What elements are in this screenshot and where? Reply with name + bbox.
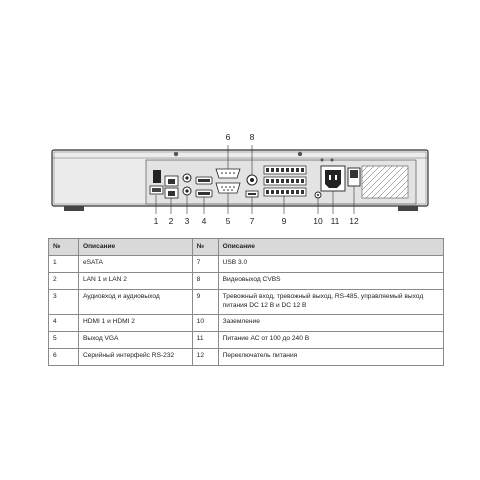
cell-no: 10 xyxy=(192,314,218,331)
header-desc-left: Описание xyxy=(78,239,192,256)
screw-icon xyxy=(174,152,178,156)
cell-desc: USB 3.0 xyxy=(218,256,443,273)
cell-no: 5 xyxy=(49,331,79,348)
cell-desc: eSATA xyxy=(78,256,192,273)
cell-desc: Тревожный вход, тревожный выход, RS-485, управляемый выход питания DC 12 В и DC 12 В xyxy=(218,290,443,315)
vga-port-icon xyxy=(216,183,240,193)
cell-desc: Выход VGA xyxy=(78,331,192,348)
cell-no: 9 xyxy=(192,290,218,315)
foot-right xyxy=(398,206,418,211)
cell-no: 11 xyxy=(192,331,218,348)
cell-no: 12 xyxy=(192,348,218,365)
cell-no: 6 xyxy=(49,348,79,365)
cell-no: 8 xyxy=(192,273,218,290)
callout-2: 2 xyxy=(168,216,174,226)
cell-desc: HDMI 1 и HDMI 2 xyxy=(78,314,192,331)
cell-desc: Питание АС от 100 до 240 В xyxy=(218,331,443,348)
header-no-left: № xyxy=(49,239,79,256)
callout-4: 4 xyxy=(201,216,207,226)
table-row xyxy=(49,256,444,273)
cell-desc: Переключатель питания xyxy=(218,348,443,365)
rs232-port-icon xyxy=(216,169,240,178)
callout-1: 1 xyxy=(153,216,159,226)
cell-desc: Серийный интерфейс RS-232 xyxy=(78,348,192,365)
cell-desc: Заземление xyxy=(218,314,443,331)
callout-9: 9 xyxy=(281,216,287,226)
alarm-terminal-icon xyxy=(264,166,306,196)
cell-no: 3 xyxy=(49,290,79,315)
callout-3: 3 xyxy=(184,216,190,226)
callout-5: 5 xyxy=(225,216,231,226)
callout-6: 6 xyxy=(225,132,231,142)
cell-no: 7 xyxy=(192,256,218,273)
cell-no: 2 xyxy=(49,273,79,290)
table-row xyxy=(49,348,444,365)
ports-table xyxy=(48,238,444,366)
callout-8: 8 xyxy=(249,132,255,142)
table-row xyxy=(49,273,444,290)
callout-7: 7 xyxy=(249,216,255,226)
cell-no: 4 xyxy=(49,314,79,331)
header-no-right: № xyxy=(192,239,218,256)
foot-left xyxy=(64,206,84,211)
cell-no: 1 xyxy=(49,256,79,273)
callout-10: 10 xyxy=(313,216,323,226)
table-row xyxy=(49,331,444,348)
table-row xyxy=(49,290,444,315)
rear-panel-figure xyxy=(0,0,480,235)
header-desc-right: Описание xyxy=(218,239,443,256)
callout-11: 11 xyxy=(330,216,340,226)
screw-icon xyxy=(298,152,302,156)
cell-desc: Видеовыход CVBS xyxy=(218,273,443,290)
table-row xyxy=(49,314,444,331)
vent-icon xyxy=(153,170,161,183)
rear-panel-drawing xyxy=(0,0,480,235)
table-header-row xyxy=(49,239,444,256)
callout-12: 12 xyxy=(349,216,359,226)
cell-desc: LAN 1 и LAN 2 xyxy=(78,273,192,290)
cell-desc: Аудиовход и аудиовыход xyxy=(78,290,192,315)
